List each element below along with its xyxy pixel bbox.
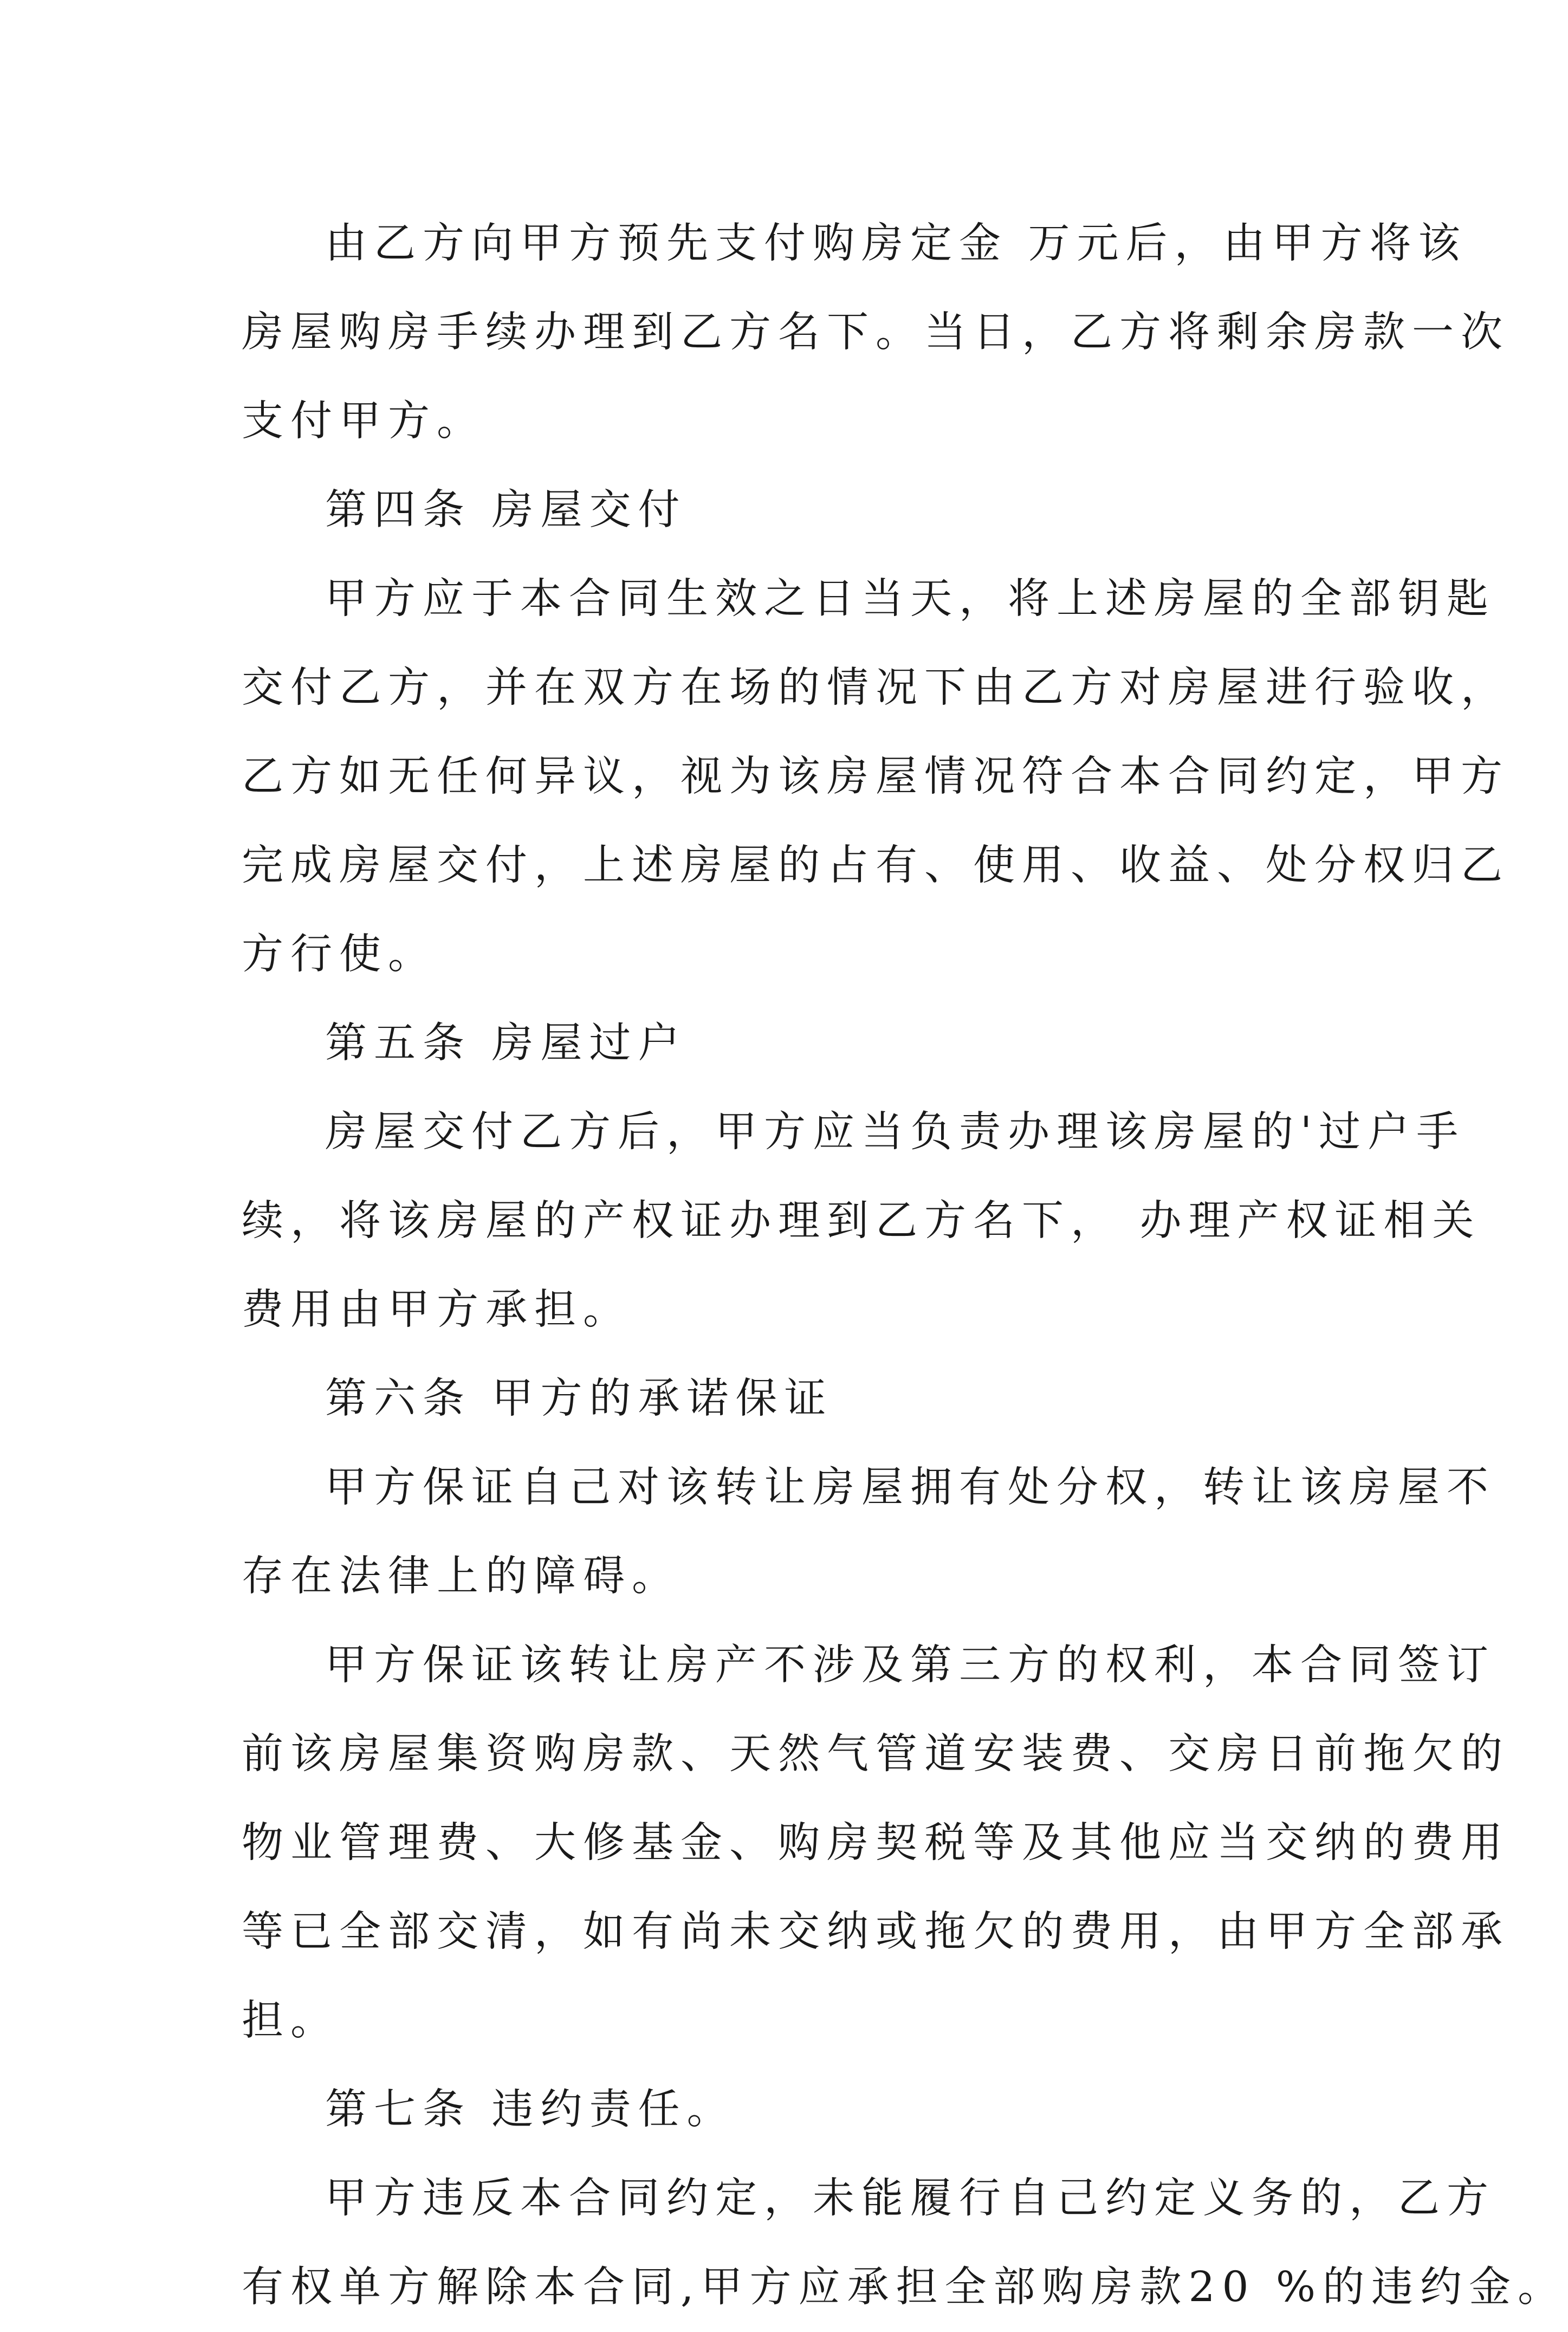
section-heading: 第五条 房屋过户 — [325, 1019, 687, 1067]
section-heading: 第四条 房屋交付 — [325, 486, 687, 534]
text-line: 有权单方解除本合同,甲方应承担全部购房款20 %的违约金。 — [242, 2263, 1567, 2311]
text-line: 甲方保证自己对该转让房屋拥有处分权，转让该房屋不 — [325, 1463, 1495, 1512]
text-line: 房屋购房手续办理到乙方名下。当日，乙方将剩余房款一次 — [242, 308, 1509, 357]
text-line: 存在法律上的障碍。 — [242, 1552, 681, 1601]
text-line: 由乙方向甲方预先支付购房定金 万元后，由甲方将该 — [325, 219, 1467, 268]
text-line: 支付甲方。 — [242, 397, 485, 445]
text-line: 交付乙方，并在双方在场的情况下由乙方对房屋进行验收， — [242, 664, 1509, 712]
text-line: 物业管理费、大修基金、购房契税等及其他应当交纳的费用 — [242, 1819, 1509, 1867]
document-body — [242, 199, 1567, 2332]
text-line: 乙方如无任何异议，视为该房屋情况符合本合同约定，甲方 — [242, 753, 1509, 801]
text-line: 完成房屋交付，上述房屋的占有、使用、收益、处分权归乙 — [242, 841, 1509, 890]
text-line: 等已全部交清，如有尚未交纳或拖欠的费用，由甲方全部承 — [242, 1908, 1509, 1956]
text-line: 甲方保证该转让房产不涉及第三方的权利，本合同签订 — [325, 1641, 1495, 1689]
text-line: 续，将该房屋的产权证办理到乙方名下， 办理产权证相关 — [242, 1197, 1481, 1245]
text-line: 甲方应于本合同生效之日当天，将上述房屋的全部钥匙 — [325, 575, 1495, 623]
text-line: 前该房屋集资购房款、天然气管道安装费、交房日前拖欠的 — [242, 1730, 1509, 1778]
section-heading: 第七条 违约责任。 — [325, 2085, 736, 2134]
text-line: 费用由甲方承担。 — [242, 1286, 632, 1334]
section-heading: 第六条 甲方的承诺保证 — [325, 1375, 833, 1423]
text-line: 方行使。 — [242, 930, 437, 979]
text-line: 甲方违反本合同约定，未能履行自己约定义务的，乙方 — [325, 2174, 1495, 2223]
text-line: 担。 — [242, 1997, 339, 2045]
text-line: 房屋交付乙方后，甲方应当负责办理该房屋的'过户手 — [325, 1108, 1466, 1156]
